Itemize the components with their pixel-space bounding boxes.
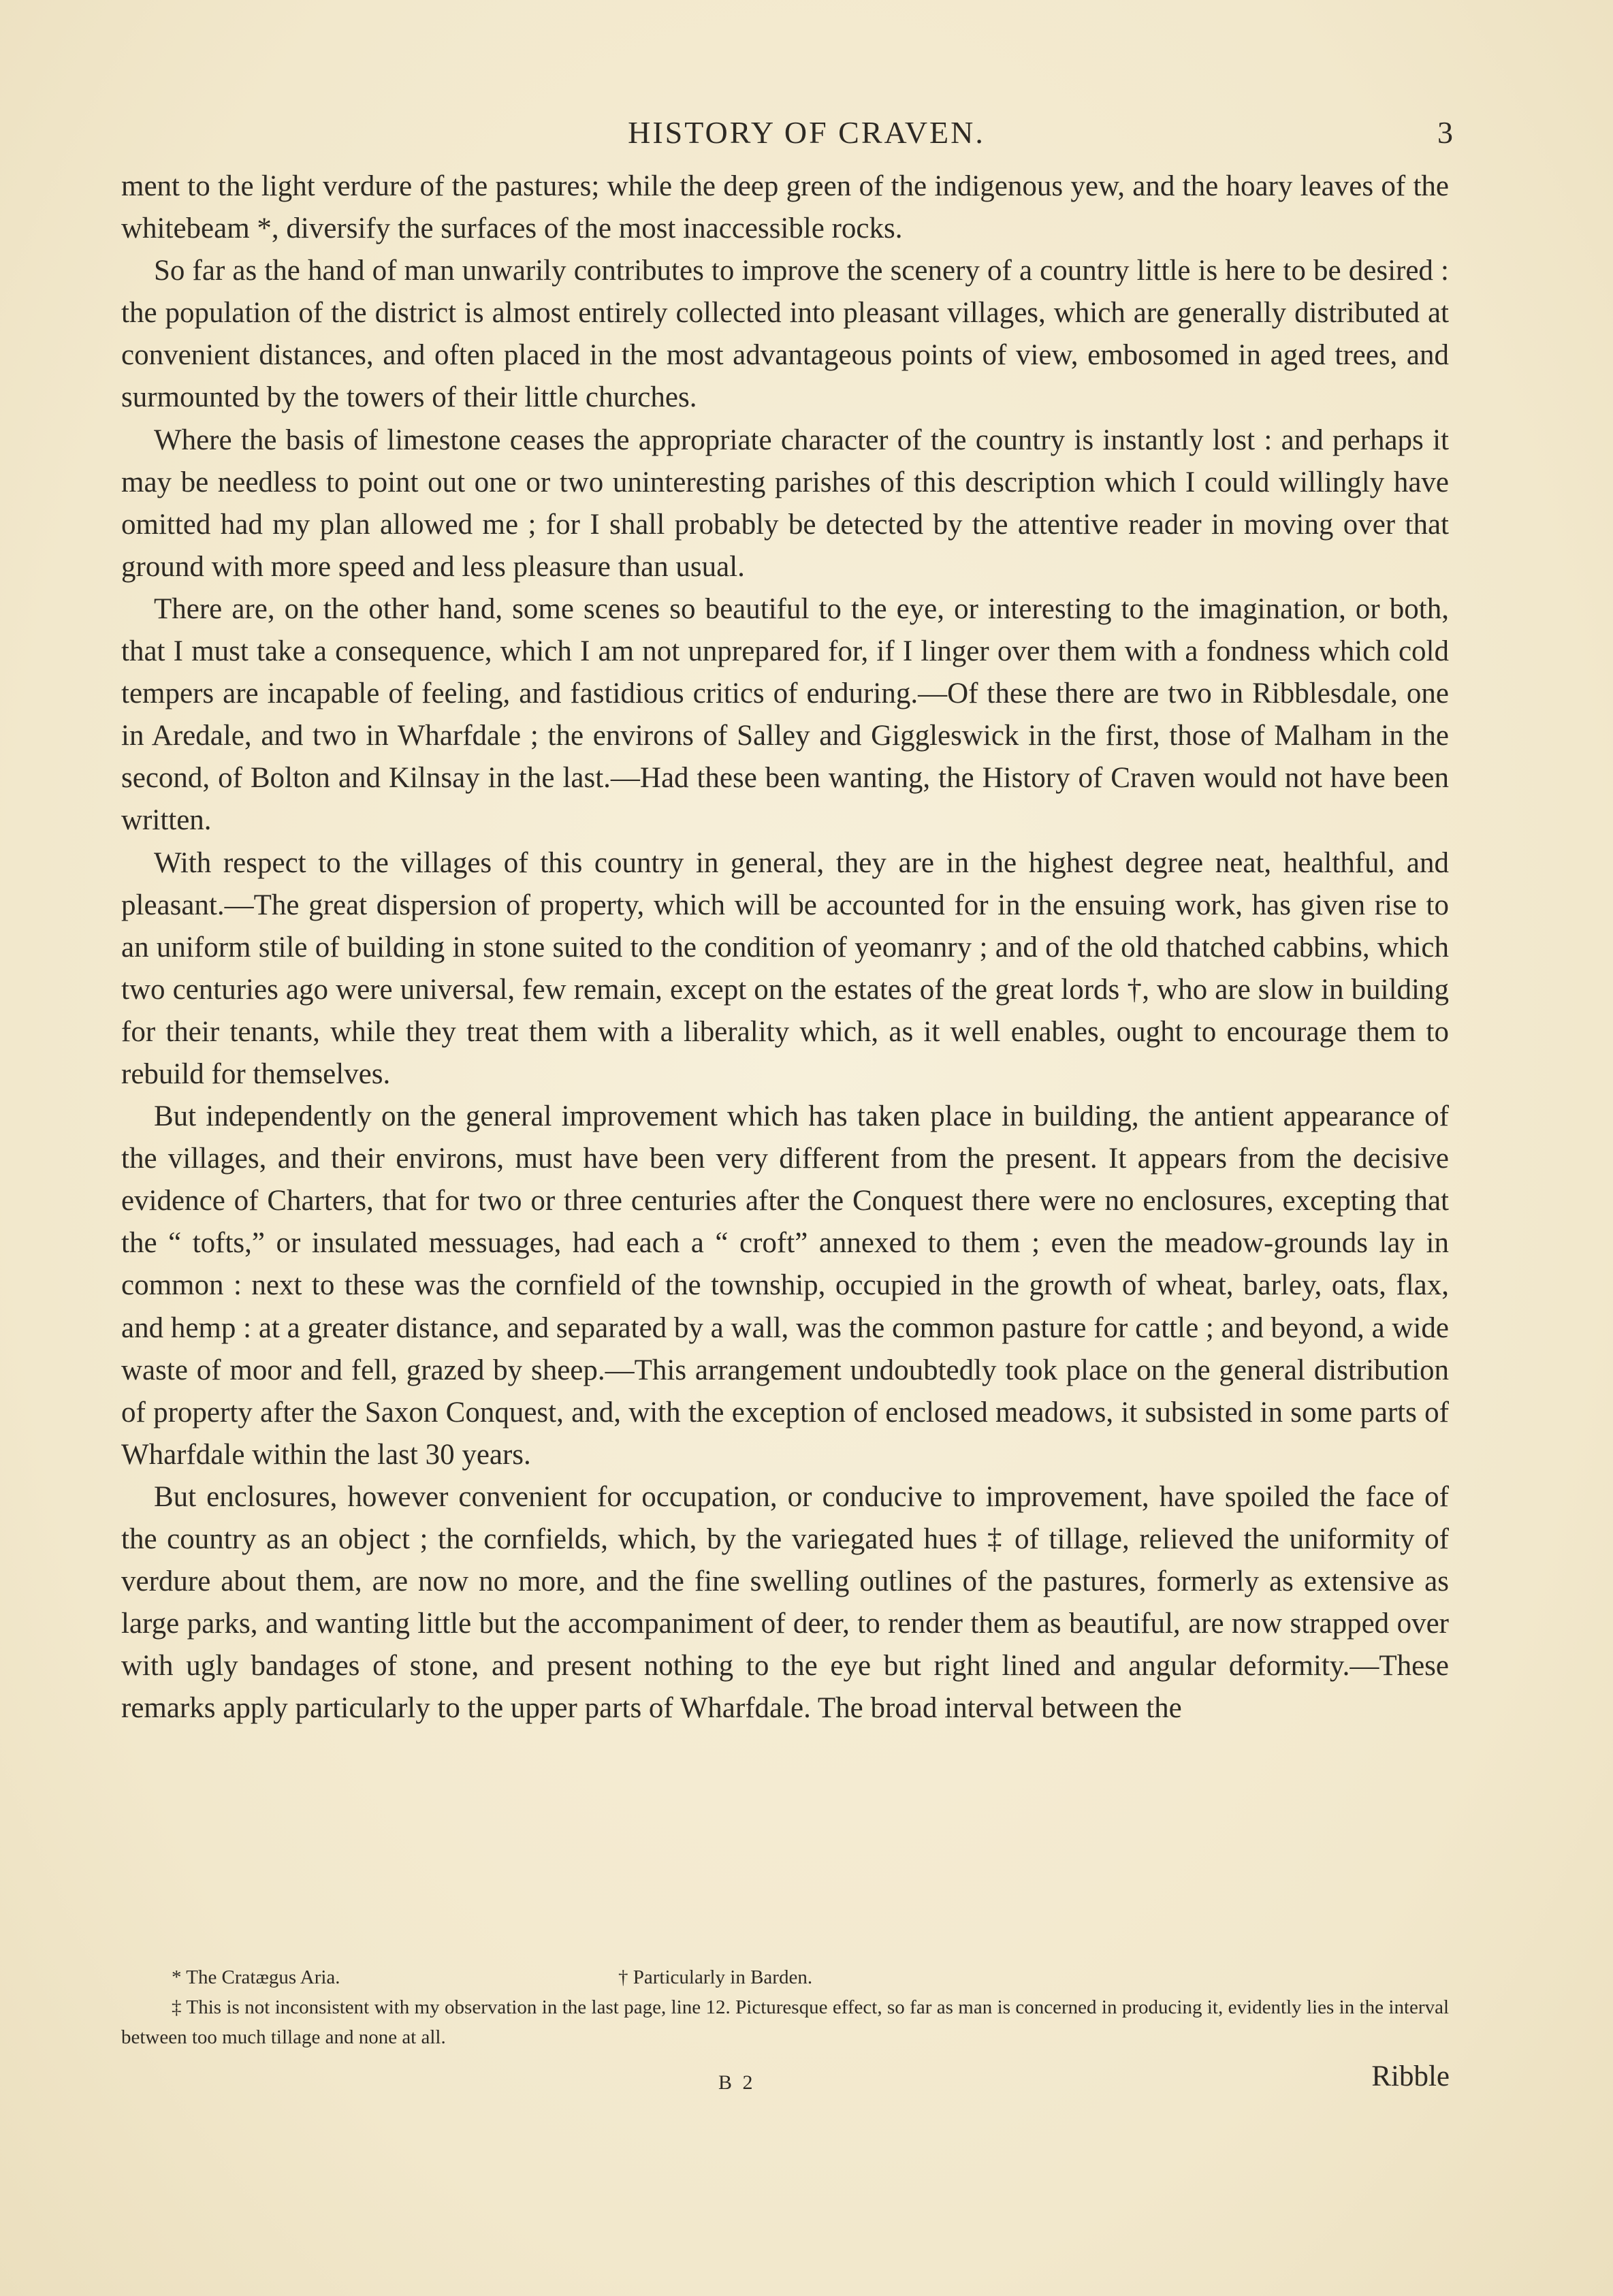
catchword: Ribble [1371, 2060, 1450, 2092]
footnote-dagger: † Particularly in Barden. [618, 1966, 813, 1988]
footnotes [121, 1962, 1449, 2052]
paragraph-2: So far as the hand of man unwarily contributes to improve the scenery of a country little is here to be desired : the population of the district is almost entirely collected into pleasant villages, which are generally distributed at convenient distances, and often placed in the most advantageous points of view, embosomed in aged trees, and surmounted by the towers of their little churches. [121, 255, 1449, 414]
paragraph-7: But enclosures, however convenient for occupation, or conducive to improvement, have spoiled the face of the country as an object ; the cornfields, which, by the variegated hues ‡ of tillage, relieved the uniformity of verdure about them, are now no more, and the fine swelling outlines of the pastures, formerly as extensive as large parks, and wanting little but the accompaniment of deer, to render them as beautiful, are now strapped over with ugly bandages of stone, and present nothing to the eye but right lined and angular deformity.—These remarks apply particularly to the upper parts of Wharfdale. The broad interval between the [121, 1480, 1449, 1725]
running-title: HISTORY OF CRAVEN. [628, 115, 985, 150]
paragraph-4: There are, on the other hand, some scenes so beautiful to the eye, or interesting to the imagination, or both, that I must take a consequence, which I am not unprepared for, if I linger over them with a fondness which cold tempers are incapable of feeling, and fastidious critics of enduring.—Of these there are two in Ribblesdale, one in Aredale, and two in Wharfdale ; the environs of Salley and Giggleswick in the first, those of Malham in the second, of Bolton and Kilnsay in the last.—Had these been wanting, the History of Craven would not have been written. [121, 592, 1449, 837]
paragraph-6: But independently on the general improvement which has taken place in building, the antient appearance of the villages, and their environs, must have been very different from the present. It appears from the decisive evidence of Charters, that for two or three centuries after the Conquest there were no enclosures, excepting that the “ tofts,” or insulated messuages, had each a “ croft” annexed to them ; even the meadow-grounds lay in common : next to these was the cornfield of the township, occupied in the growth of wheat, barley, oats, flax, and hemp : at a greater distance, and separated by a wall, was the common pasture for cattle ; and beyond, a wide waste of moor and fell, grazed by sheep.—This arrangement undoubtedly took place on the general distribution of property after the Saxon Conquest, and, with the exception of enclosed meadows, it subsisted in some parts of Wharfdale within the last 30 years. [121, 1100, 1449, 1471]
page-number: 3 [1437, 115, 1453, 150]
paragraph-3: Where the basis of limestone ceases the appropriate character of the country is instantly lost : and perhaps it may be needless to point out one or two uninteresting parishes of this description which I could willingly have omitted had my plan allowed me ; for I shall probably be detected by the attentive reader in moving over that ground with more speed and less pleasure than usual. [121, 424, 1449, 583]
footnote-double-dagger: ‡ This is not inconsistent with my observation in the last page, line 12. Picturesque effect, so far as man is concerned in producing it, evidently lies in the interval between too much tillage and none at all. [121, 1996, 1449, 2048]
footnote-row [121, 1962, 1449, 1992]
running-head [0, 114, 1613, 155]
footnote-star: * The Cratægus Aria. [172, 1966, 340, 1988]
paragraph-1: ment to the light verdure of the pastures; while the deep green of the indigenous yew, and the hoary leaves of the whitebeam *, diversify the surfaces of the most inaccessible rocks. [121, 170, 1449, 245]
paragraph-5: With respect to the villages of this country in general, they are in the highest degree neat, healthful, and pleasant.—The great dispersion of property, which will be accounted for in the ensuing work, has given rise to an uniform stile of building in stone suited to the condition of yeomanry ; and of the old thatched cabbins, which two centuries ago were universal, few remain, except on the estates of the great lords †, who are slow in building for their tenants, while they treat them with a liberality which, as it well enables, ought to encourage them to rebuild for themselves. [121, 846, 1449, 1090]
signature-mark: B 2 [718, 2071, 756, 2094]
body-text [121, 165, 1449, 1729]
